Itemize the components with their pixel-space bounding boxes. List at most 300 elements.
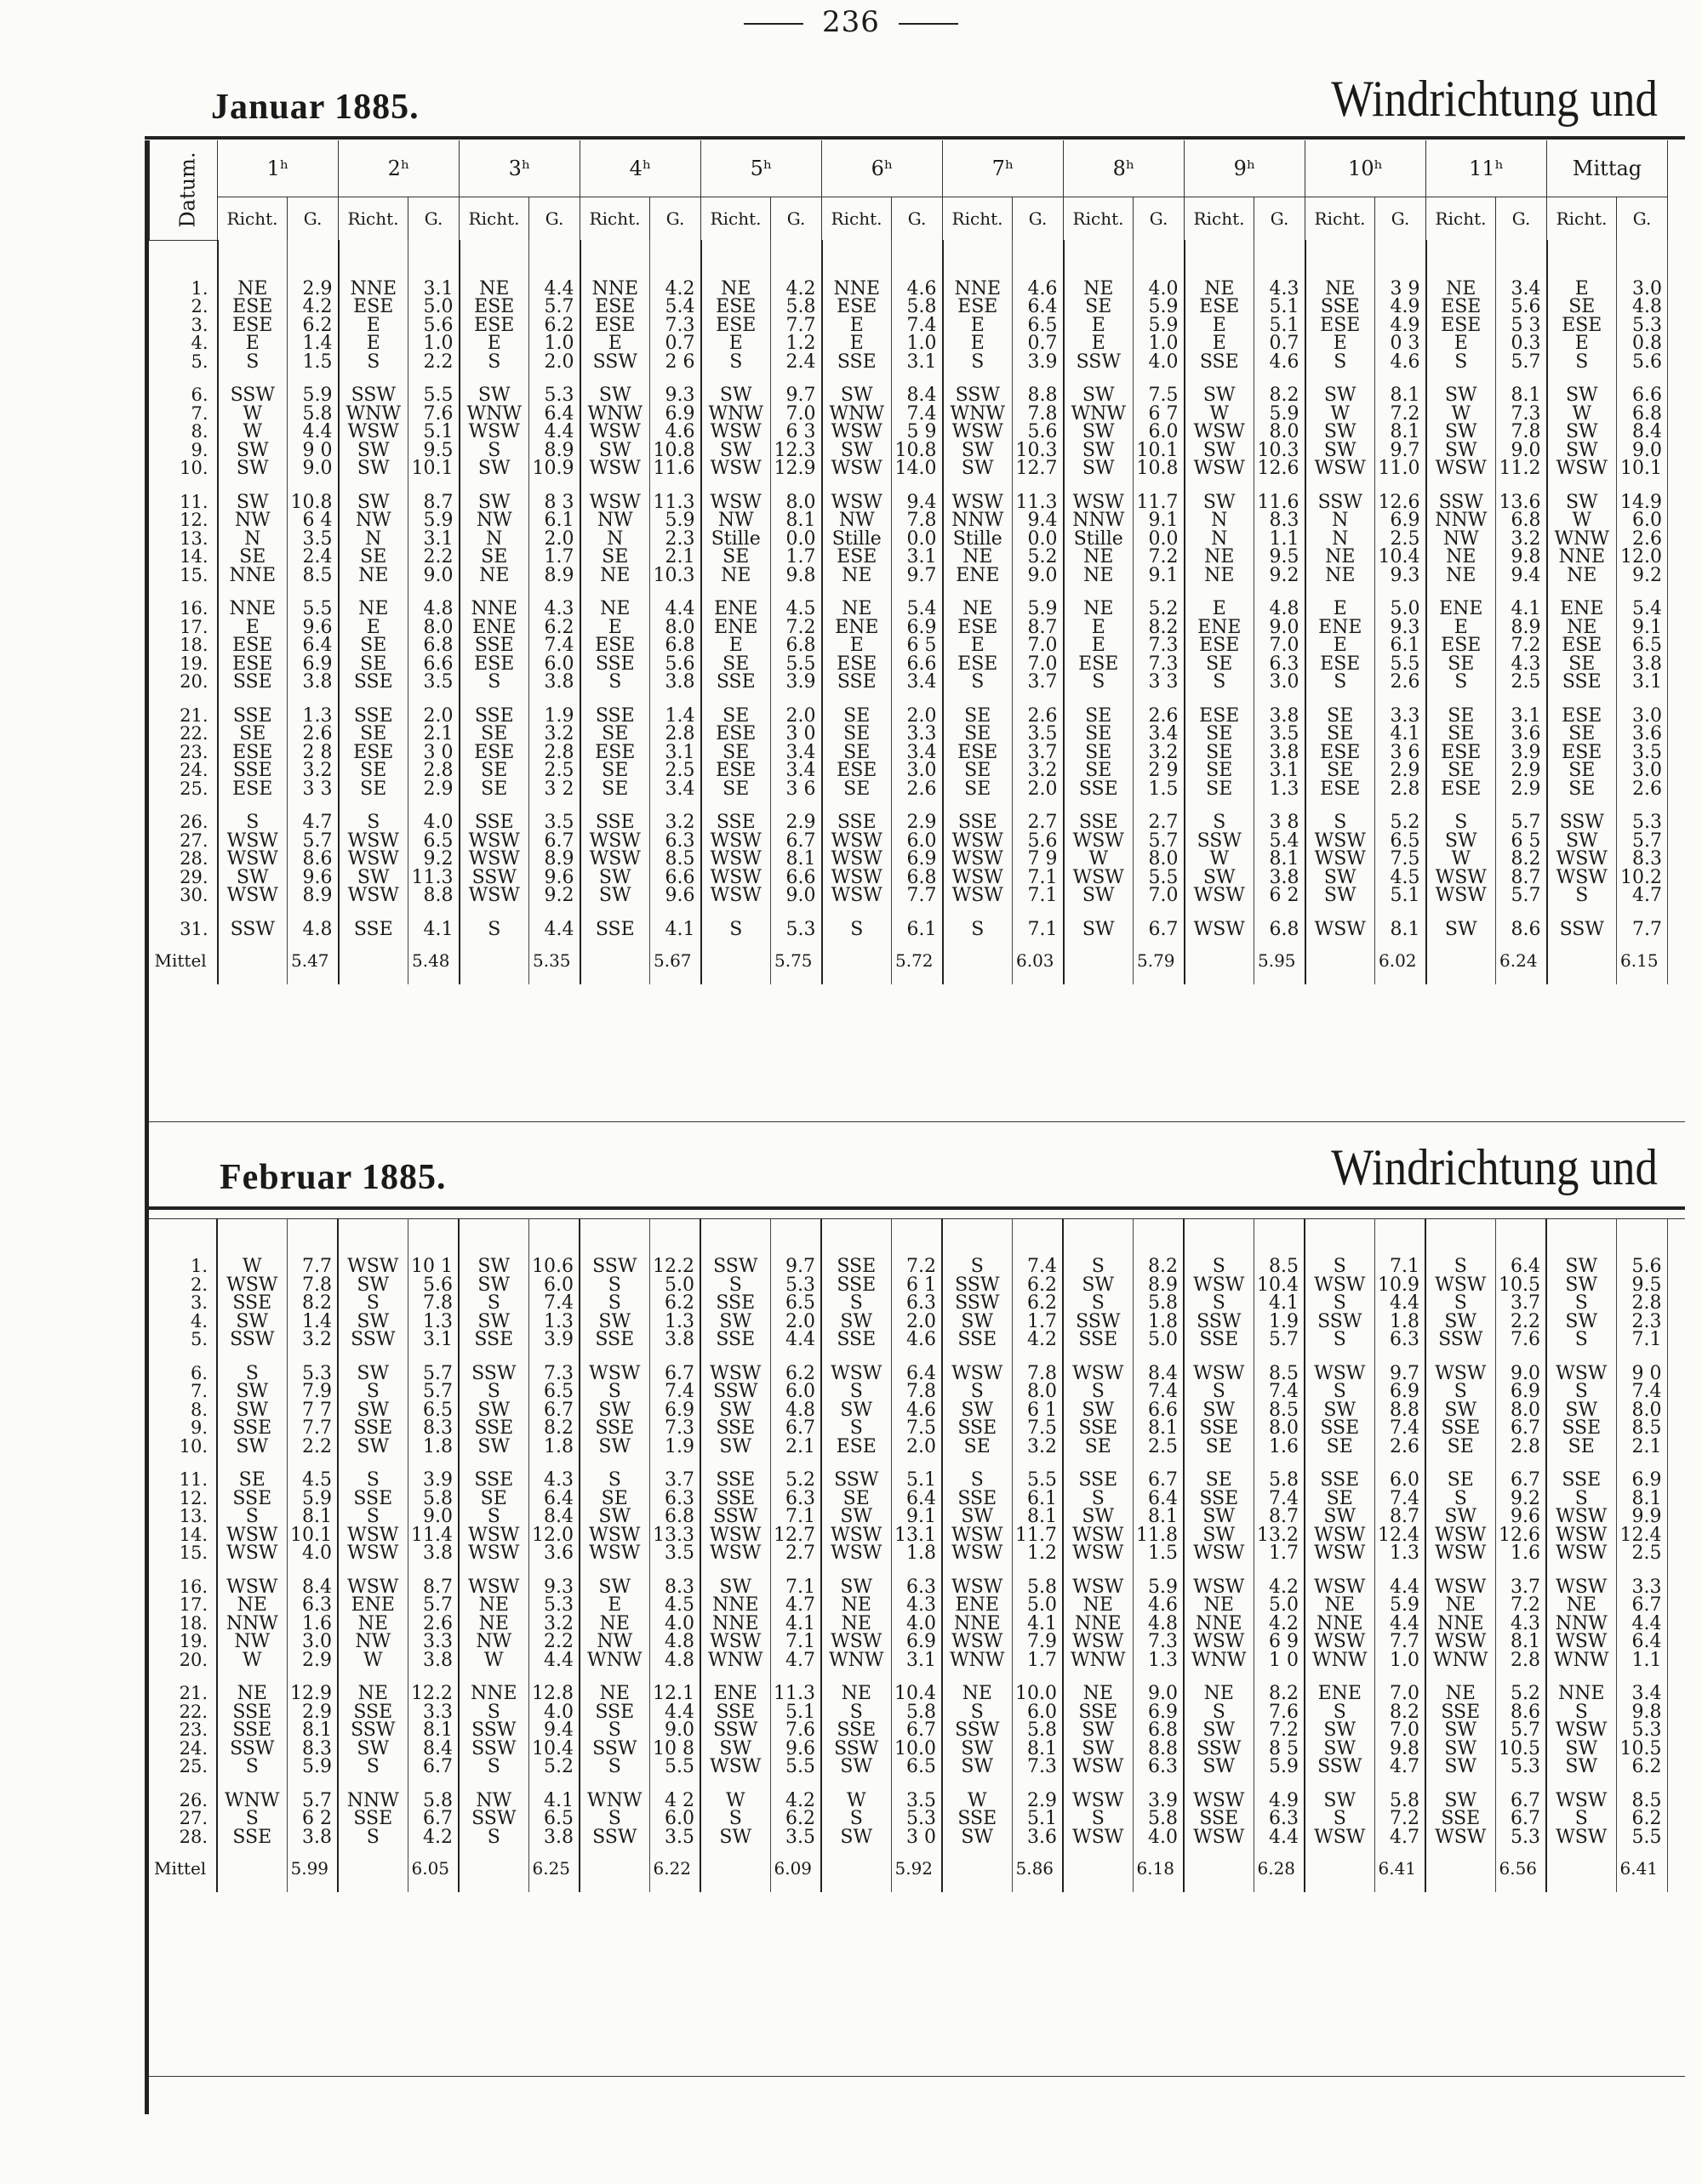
gap-cell <box>1063 1669 1133 1685</box>
speed-cell: 5.9 <box>1133 1578 1184 1597</box>
direction-cell: NE <box>822 567 892 585</box>
gap-cell <box>892 371 943 386</box>
direction-cell: WSW <box>1185 423 1254 442</box>
direction-cell: SE <box>1305 1438 1374 1457</box>
date-cell: 23. <box>149 1721 217 1740</box>
speed-cell: 3.4 <box>892 673 943 692</box>
direction-cell: SW <box>1305 869 1375 887</box>
speed-cell: 5.5 <box>288 600 339 619</box>
gap-cell <box>1013 692 1064 707</box>
speed-cell: 5.8 <box>891 1703 942 1722</box>
direction-cell: ESE <box>1426 636 1496 655</box>
speed-cell: 4.6 <box>891 1401 942 1420</box>
speed-cell: 0.0 <box>771 530 822 549</box>
speed-cell: 6.8 <box>1254 921 1305 939</box>
speed-cell: 7.4 <box>1374 1419 1425 1438</box>
date-cell: 17. <box>150 619 218 637</box>
speed-cell: 1.6 <box>1254 1438 1305 1457</box>
direction-cell: W <box>1185 405 1254 424</box>
gap-cell <box>821 1563 891 1578</box>
group-gap-row <box>149 1563 1667 1578</box>
gap-cell <box>1305 478 1375 493</box>
direction-cell: NNE <box>700 1596 770 1615</box>
direction-cell: W <box>338 1651 408 1670</box>
speed-cell: 10.2 <box>1617 869 1668 887</box>
speed-cell: 4.1 <box>408 921 460 939</box>
direction-cell: SW <box>580 1578 649 1597</box>
speed-cell: 4.8 <box>1617 298 1668 316</box>
speed-cell: 9.7 <box>771 386 822 405</box>
direction-cell: ESE <box>1547 744 1617 762</box>
direction-cell: NW <box>459 1792 528 1810</box>
direction-cell: W <box>1426 850 1496 869</box>
speed-cell: 10.5 <box>1495 1276 1546 1295</box>
speed-cell: 8.8 <box>408 887 460 905</box>
direction-cell: WSW <box>459 1578 528 1597</box>
speed-cell: 5.9 <box>1254 1758 1305 1776</box>
speed-cell: 8.5 <box>1616 1419 1667 1438</box>
gap-cell <box>1425 1456 1495 1471</box>
speed-cell: 1.7 <box>1012 1651 1063 1670</box>
direction-cell: S <box>1425 1294 1495 1313</box>
direction-cell: S <box>943 673 1013 692</box>
speed-cell: 3.4 <box>1616 1685 1667 1703</box>
mittel-value: 5.79 <box>1134 938 1185 984</box>
speed-cell: 5.2 <box>528 1758 580 1776</box>
speed-cell: 1.5 <box>288 353 339 372</box>
speed-cell: 3.1 <box>1254 761 1305 780</box>
speed-cell: 2.9 <box>287 1651 338 1670</box>
direction-cell: SE <box>580 725 650 744</box>
speed-cell: 6.0 <box>529 655 580 674</box>
direction-cell: SSE <box>217 1294 287 1313</box>
speed-cell: 8.1 <box>1496 386 1547 405</box>
direction-cell: WSW <box>1546 1578 1616 1597</box>
speed-cell: 11.7 <box>1012 1526 1063 1545</box>
direction-cell: WSW <box>1547 850 1617 869</box>
table-row <box>149 1615 1667 1634</box>
direction-cell: S <box>821 1703 891 1722</box>
date-cell: 11. <box>150 493 218 512</box>
direction-cell: S <box>459 1383 528 1401</box>
speed-cell: 9.1 <box>891 1508 942 1526</box>
speed-cell: 10 1 <box>408 1257 459 1276</box>
direction-cell: WSW <box>1305 1633 1374 1651</box>
direction-cell: NNE <box>459 1685 528 1703</box>
spacer-cell <box>771 240 822 280</box>
direction-header: Richt. <box>460 197 529 241</box>
speed-cell: 10.4 <box>528 1740 580 1759</box>
gap-cell <box>218 584 288 600</box>
direction-cell: S <box>1184 1257 1254 1276</box>
speed-cell: 5.6 <box>408 1276 459 1295</box>
direction-cell: SE <box>822 744 892 762</box>
speed-cell: 4.1 <box>1254 1294 1305 1313</box>
gap-cell <box>1616 1456 1667 1471</box>
speed-cell: 9.2 <box>408 850 460 869</box>
direction-cell: E <box>339 619 408 637</box>
speed-cell: 7.4 <box>892 316 943 335</box>
gap-cell <box>287 1776 338 1792</box>
speed-cell: 5.7 <box>1496 353 1547 372</box>
group-gap-row <box>150 798 1668 813</box>
speed-cell: 5.5 <box>1375 655 1426 674</box>
direction-cell: WSW <box>217 1526 287 1545</box>
direction-cell: SW <box>339 493 408 512</box>
direction-cell: S <box>580 1383 649 1401</box>
direction-cell: SW <box>338 1401 408 1420</box>
table-row <box>149 1276 1667 1295</box>
direction-cell: ENE <box>701 600 771 619</box>
direction-cell: SW <box>1184 1758 1254 1776</box>
mittel-empty-cell <box>942 1846 1012 1892</box>
direction-cell: S <box>1184 1383 1254 1401</box>
direction-cell: NNE <box>580 280 650 299</box>
gap-cell <box>1064 692 1134 707</box>
direction-cell: SW <box>700 1578 770 1597</box>
direction-cell: S <box>821 1383 891 1401</box>
direction-cell: W <box>1305 405 1375 424</box>
table-row <box>150 280 1668 299</box>
gap-cell <box>1305 1669 1374 1685</box>
speed-cell: 1.3 <box>1254 780 1305 799</box>
direction-cell: NE <box>1184 1685 1254 1703</box>
direction-cell: ESE <box>821 1438 891 1457</box>
speed-cell: 1.1 <box>1254 530 1305 549</box>
speed-cell: 8.2 <box>1496 850 1547 869</box>
speed-cell: 10.5 <box>1616 1740 1667 1759</box>
direction-cell: SE <box>1426 707 1496 726</box>
table-row <box>150 405 1668 424</box>
direction-cell: ENE <box>822 619 892 637</box>
gap-cell <box>822 478 892 493</box>
direction-cell: NNE <box>1305 1615 1374 1634</box>
speed-cell: 5.8 <box>1374 1792 1425 1810</box>
direction-cell: SW <box>943 459 1013 478</box>
direction-cell: SW <box>1184 1508 1254 1526</box>
speed-cell: 9.7 <box>892 567 943 585</box>
mittel-value: 5.35 <box>529 938 580 984</box>
gap-cell <box>1185 371 1254 386</box>
gap-cell <box>1495 1563 1546 1578</box>
spacer-cell <box>580 1218 649 1257</box>
speed-cell: 1.2 <box>771 334 822 353</box>
mittel-value: 6.25 <box>528 1846 580 1892</box>
speed-cell: 11.3 <box>770 1685 821 1703</box>
gap-cell <box>1064 584 1134 600</box>
direction-cell: WNW <box>1425 1651 1495 1670</box>
direction-cell: S <box>1547 887 1617 905</box>
speed-cell: 7.3 <box>1134 636 1185 655</box>
speed-cell: 2.6 <box>1013 707 1064 726</box>
speed-cell: 4.5 <box>649 1596 700 1615</box>
speed-cell: 7.3 <box>1496 405 1547 424</box>
direction-cell: SE <box>821 1490 891 1508</box>
gap-cell <box>1547 478 1617 493</box>
gap-cell <box>1617 798 1668 813</box>
direction-cell: SSW <box>700 1508 770 1526</box>
direction-cell: WSW <box>1305 1526 1374 1545</box>
speed-cell: 12.3 <box>771 442 822 460</box>
gap-cell <box>1013 798 1064 813</box>
february-table-block <box>149 1218 1662 1892</box>
direction-cell: NE <box>1547 567 1617 585</box>
direction-cell: SSE <box>580 655 650 674</box>
mittel-empty-cell <box>459 1846 528 1892</box>
direction-cell: SE <box>942 1438 1012 1457</box>
direction-cell: NE <box>1063 1596 1133 1615</box>
direction-cell: ESE <box>1185 298 1254 316</box>
direction-cell: S <box>580 1721 649 1740</box>
direction-cell: SW <box>1063 1276 1133 1295</box>
speed-cell: 6.7 <box>529 832 580 851</box>
direction-cell: SW <box>822 442 892 460</box>
direction-cell: NE <box>1064 280 1134 299</box>
speed-cell: 6.7 <box>1495 1810 1546 1828</box>
speed-cell: 4.8 <box>1133 1615 1184 1634</box>
mittel-empty-cell <box>580 1846 649 1892</box>
direction-cell: SSE <box>1184 1490 1254 1508</box>
speed-cell: 5.6 <box>1616 1257 1667 1276</box>
speed-cell: 6.9 <box>1495 1383 1546 1401</box>
speed-cell: 8.1 <box>287 1721 338 1740</box>
table-row <box>149 1257 1667 1276</box>
direction-cell: SSE <box>1184 1419 1254 1438</box>
direction-cell: SW <box>821 1401 891 1420</box>
speed-cell: 7.0 <box>1374 1685 1425 1703</box>
direction-cell: ESE <box>701 316 771 335</box>
direction-cell: S <box>1425 1257 1495 1276</box>
speed-cell: 11.7 <box>1134 493 1185 512</box>
direction-cell: S <box>1425 1490 1495 1508</box>
speed-cell: 2.9 <box>1012 1792 1063 1810</box>
speed-cell: 6.5 <box>770 1294 821 1313</box>
table-row <box>149 1508 1667 1526</box>
direction-cell: NNE <box>1184 1615 1254 1634</box>
direction-cell: WSW <box>822 887 892 905</box>
direction-cell: SE <box>822 780 892 799</box>
direction-cell: SW <box>1305 442 1375 460</box>
gap-cell <box>218 371 288 386</box>
direction-cell: S <box>821 1419 891 1438</box>
speed-cell: 5.5 <box>771 655 822 674</box>
month-title-february: Februar 1885. <box>220 1158 447 1197</box>
spacer-cell <box>822 240 892 280</box>
spacer-cell <box>1546 1218 1616 1257</box>
hour-header: 8ʰ <box>1064 140 1185 197</box>
direction-cell: SSE <box>701 673 771 692</box>
speed-cell: 4.9 <box>1254 1792 1305 1810</box>
speed-cell: 1.0 <box>529 334 580 353</box>
speed-cell: 6.7 <box>1133 1471 1184 1490</box>
direction-cell: E <box>460 334 529 353</box>
gap-cell <box>1426 905 1496 921</box>
gap-cell <box>1546 1669 1616 1685</box>
speed-cell: 3.1 <box>891 1651 942 1670</box>
direction-cell: SSE <box>580 1331 649 1349</box>
direction-cell: SSE <box>1063 1331 1133 1349</box>
group-gap-row <box>150 692 1668 707</box>
speed-cell: 9.7 <box>770 1257 821 1276</box>
speed-cell: 1.7 <box>1254 1544 1305 1563</box>
direction-cell: SSW <box>1063 1313 1133 1331</box>
gap-cell <box>701 798 771 813</box>
table-row <box>149 1401 1667 1420</box>
table-row <box>149 1792 1667 1810</box>
direction-cell: S <box>1184 1703 1254 1722</box>
speed-cell: 4.2 <box>771 280 822 299</box>
gap-cell <box>649 1456 700 1471</box>
direction-cell: SE <box>1064 761 1134 780</box>
direction-cell: SW <box>1546 1257 1616 1276</box>
gap-cell <box>1547 798 1617 813</box>
speed-cell: 6.7 <box>771 832 822 851</box>
speed-cell: 8.5 <box>1616 1792 1667 1810</box>
gap-cell <box>650 371 701 386</box>
gap-cell <box>287 1349 338 1365</box>
direction-cell: SE <box>1426 655 1496 674</box>
date-cell: 20. <box>150 673 218 692</box>
direction-cell: S <box>1305 353 1375 372</box>
speed-cell: 6.5 <box>891 1758 942 1776</box>
speed-cell: 2.9 <box>288 280 339 299</box>
direction-cell: E <box>1064 619 1134 637</box>
gap-cell <box>1064 371 1134 386</box>
speed-cell: 3.2 <box>287 1331 338 1349</box>
speed-cell: 4.8 <box>770 1401 821 1420</box>
direction-cell: WSW <box>1305 459 1375 478</box>
direction-cell: NE <box>1064 600 1134 619</box>
gap-cell <box>1254 1563 1305 1578</box>
speed-cell: 6 5 <box>1496 832 1547 851</box>
gap-cell <box>408 1776 459 1792</box>
direction-cell: NE <box>942 1685 1012 1703</box>
speed-cell: 4.4 <box>1374 1615 1425 1634</box>
direction-cell: ESE <box>218 316 288 335</box>
direction-cell: WSW <box>1305 921 1375 939</box>
direction-cell: NNE <box>942 1615 1012 1634</box>
gap-cell <box>528 1456 580 1471</box>
speed-cell: 4.0 <box>528 1703 580 1722</box>
direction-cell: SSE <box>1064 813 1134 832</box>
speed-cell: 8.7 <box>1374 1508 1425 1526</box>
speed-cell: 6.1 <box>892 921 943 939</box>
speed-cell: 7.6 <box>1254 1703 1305 1722</box>
direction-cell: E <box>943 636 1013 655</box>
speed-cell: 8.0 <box>1254 423 1305 442</box>
gap-cell <box>1616 1776 1667 1792</box>
table-row <box>149 1471 1667 1490</box>
direction-cell: WSW <box>339 423 408 442</box>
date-cell: 25. <box>149 1758 217 1776</box>
speed-cell: 7.3 <box>650 316 701 335</box>
speed-cell: 3.7 <box>1495 1578 1546 1597</box>
speed-cell: 6.2 <box>288 316 339 335</box>
direction-cell: SW <box>1064 887 1134 905</box>
speed-cell: 8.0 <box>1134 850 1185 869</box>
direction-cell: WSW <box>1064 493 1134 512</box>
speed-cell: 5.7 <box>287 1792 338 1810</box>
gap-cell <box>1012 1669 1063 1685</box>
direction-cell: E <box>1547 280 1617 299</box>
direction-cell: SW <box>1185 386 1254 405</box>
gap-cell <box>528 1349 580 1365</box>
gap-cell <box>1254 1776 1305 1792</box>
direction-cell: WNW <box>701 405 771 424</box>
speed-cell: 2.0 <box>891 1313 942 1331</box>
speed-cell: 4.6 <box>1254 353 1305 372</box>
direction-cell: S <box>338 1758 408 1776</box>
direction-cell: WSW <box>1425 1828 1495 1847</box>
speed-cell: 3.4 <box>771 761 822 780</box>
speed-cell: 3.3 <box>1375 707 1426 726</box>
direction-cell: E <box>580 1596 649 1615</box>
direction-cell: NE <box>1305 280 1375 299</box>
mittel-empty-cell <box>943 938 1013 984</box>
direction-cell: S <box>1305 673 1375 692</box>
speed-cell: 6 2 <box>287 1810 338 1828</box>
spacer-cell <box>1012 1218 1063 1257</box>
table-row <box>149 1703 1667 1722</box>
spacer-cell <box>459 1218 528 1257</box>
speed-cell: 1.8 <box>528 1438 580 1457</box>
direction-cell: SSE <box>700 1419 770 1438</box>
speed-cell: 6.6 <box>1133 1401 1184 1420</box>
speed-cell: 8.9 <box>529 567 580 585</box>
speed-cell: 5.8 <box>288 405 339 424</box>
direction-cell: W <box>942 1792 1012 1810</box>
speed-cell: 4.1 <box>770 1615 821 1634</box>
speed-cell: 6.0 <box>892 832 943 851</box>
direction-cell: E <box>943 334 1013 353</box>
direction-cell: SSE <box>822 353 892 372</box>
speed-cell: 8.9 <box>288 887 339 905</box>
speed-cell: 6.4 <box>1013 298 1064 316</box>
speed-cell: 3.2 <box>1496 530 1547 549</box>
date-cell: 28. <box>149 1828 217 1847</box>
direction-cell: S <box>1063 1810 1133 1828</box>
speed-cell: 7.8 <box>408 1294 459 1313</box>
gap-cell <box>217 1776 287 1792</box>
direction-cell: S <box>580 1294 649 1313</box>
speed-cell: 6.3 <box>1254 1810 1305 1828</box>
table-row <box>150 725 1668 744</box>
gap-cell <box>529 798 580 813</box>
speed-cell: 3.0 <box>287 1633 338 1651</box>
direction-cell: WSW <box>580 1526 649 1545</box>
speed-cell: 0.7 <box>1254 334 1305 353</box>
direction-cell: WSW <box>1185 459 1254 478</box>
speed-cell: 7.1 <box>770 1633 821 1651</box>
speed-cell: 1.7 <box>529 548 580 567</box>
speed-cell: 7.7 <box>1617 921 1668 939</box>
direction-cell: SW <box>1063 1721 1133 1740</box>
speed-cell: 12.6 <box>1375 493 1426 512</box>
direction-cell: SW <box>580 869 650 887</box>
direction-cell: SE <box>460 761 529 780</box>
spacer-cell <box>1617 240 1668 280</box>
speed-cell: 7.5 <box>1134 386 1185 405</box>
gap-cell <box>700 1776 770 1792</box>
speed-cell: 2.0 <box>529 530 580 549</box>
direction-cell: WNW <box>1547 530 1617 549</box>
direction-cell: SSE <box>459 1331 528 1349</box>
speed-cell: 3.1 <box>892 548 943 567</box>
direction-cell: NNE <box>460 600 529 619</box>
direction-cell: NE <box>580 600 650 619</box>
gap-cell <box>1254 371 1305 386</box>
direction-cell: NE <box>580 1615 649 1634</box>
